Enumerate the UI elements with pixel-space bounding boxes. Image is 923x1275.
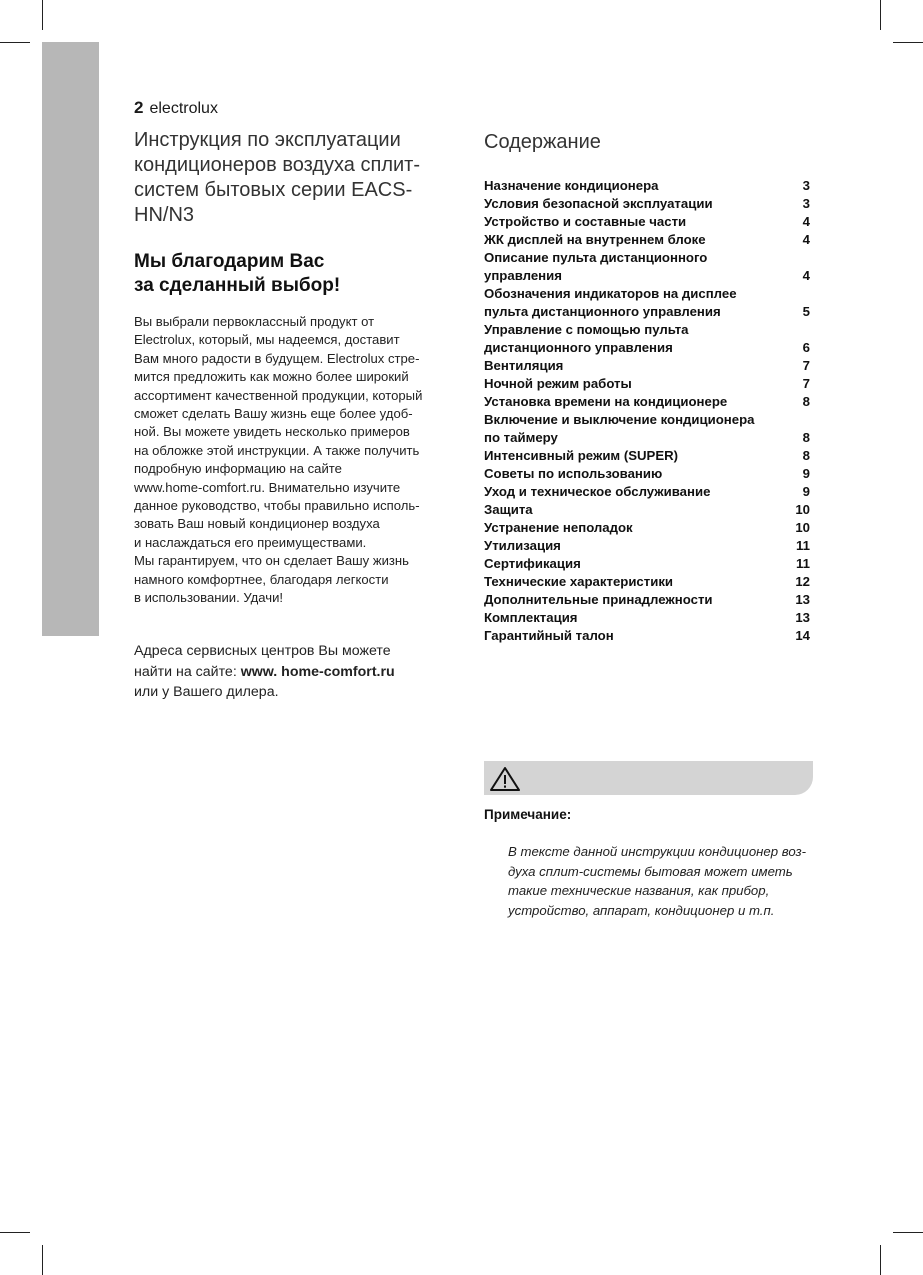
toc-item[interactable] <box>484 591 810 609</box>
toc-item[interactable] <box>484 519 810 537</box>
toc-item-title: Советы по использованию <box>484 466 663 481</box>
toc-item-page: 9 <box>802 466 810 481</box>
toc-item-title: Технические характеристики <box>484 574 674 589</box>
toc-item[interactable] <box>484 231 810 249</box>
toc-item[interactable] <box>484 213 810 231</box>
toc-item-page: 4 <box>802 214 810 229</box>
note-text <box>508 842 818 921</box>
intro-line: Вы выбрали первоклассный продукт от <box>134 314 375 329</box>
toc-item-title: Комплектация <box>484 610 578 625</box>
toc-item-page: 3 <box>802 178 810 193</box>
page-number: 2 <box>134 98 144 117</box>
toc-item-title: Уход и техническое обслуживание <box>484 484 711 499</box>
service-centers-text <box>134 641 464 703</box>
toc-item-title: Сертификация <box>484 556 581 571</box>
toc-item[interactable] <box>484 573 810 591</box>
toc-item-title: ЖК дисплей на внутреннем блоке <box>484 232 706 247</box>
intro-line: зовать Ваш новый кондиционер воздуха <box>134 516 380 532</box>
intro-line: подробную информацию на сайте <box>134 461 342 477</box>
toc-item-title: дистанционного управления <box>484 340 673 355</box>
toc-item[interactable] <box>484 249 810 267</box>
toc-item[interactable] <box>484 375 810 393</box>
toc-item-title: Защита <box>484 502 533 517</box>
toc-item-page: 14 <box>795 628 810 643</box>
toc-item[interactable] <box>484 627 810 645</box>
crop-mark-bottom-left-v <box>42 1245 43 1275</box>
toc-item-page: 10 <box>795 502 810 517</box>
toc-item[interactable] <box>484 537 810 555</box>
toc-item-page: 8 <box>802 448 810 463</box>
toc-item-title: Утилизация <box>484 538 561 553</box>
toc-item[interactable] <box>484 447 810 465</box>
toc-item-page: 8 <box>802 430 810 445</box>
toc-item-title: Вентиляция <box>484 358 564 373</box>
toc-item[interactable] <box>484 321 810 339</box>
document-title: Инструкция по эксплуатации кондиционеров воздуха сплит-систем бытовых серии EACS-HN/N3 <box>134 129 420 226</box>
toc-item[interactable] <box>484 177 810 195</box>
toc-item-page: 7 <box>802 376 810 391</box>
note-line: такие технические названия, как прибор, <box>508 883 770 899</box>
toc-item-page <box>786 321 810 339</box>
toc-item-title: Устройство и составные части <box>484 214 687 229</box>
thanks-heading-line: за сделанный выбор! <box>134 275 341 296</box>
toc-item-title: Включение и выключение кондиционера <box>484 412 755 427</box>
toc-item-page <box>786 411 810 429</box>
toc-item[interactable] <box>484 501 810 519</box>
brand-name: electrolux <box>149 100 218 117</box>
toc-item-title: Установка времени на кондиционере <box>484 394 728 409</box>
toc-item-page: 3 <box>802 196 810 211</box>
intro-line: ассортимент качественной продукции, который <box>134 387 423 403</box>
toc-item[interactable] <box>484 411 810 429</box>
toc-item-page: 11 <box>796 538 810 553</box>
intro-line: данное руководство, чтобы правильно исполь- <box>134 498 420 514</box>
note-line: устройство, аппарат, кондиционер и т.п. <box>508 903 775 919</box>
side-gray-bar <box>42 42 99 636</box>
toc-item-title: Устранение неполадок <box>484 520 633 535</box>
toc-item-page: 6 <box>802 340 810 355</box>
thanks-heading-line: Мы благодарим Вас <box>134 251 325 272</box>
toc-item-title: управления <box>484 268 562 283</box>
note-banner <box>484 761 813 795</box>
toc-item-title: Гарантийный талон <box>484 628 614 643</box>
toc-item-page: 10 <box>795 520 810 535</box>
toc-item-page: 4 <box>802 268 810 283</box>
crop-mark-top-right-h <box>893 42 923 43</box>
intro-paragraph <box>134 313 474 608</box>
toc-item[interactable] <box>484 555 810 573</box>
toc-item-title: Интенсивный режим (SUPER) <box>484 448 679 463</box>
toc-item[interactable] <box>484 303 810 321</box>
thanks-heading <box>134 250 340 298</box>
service-line <box>134 662 464 683</box>
toc-item-page: 8 <box>802 394 810 409</box>
crop-mark-top-left-h <box>0 42 30 43</box>
crop-mark-top-left-v <box>42 0 43 30</box>
intro-line: мится предложить как можно более широкий <box>134 369 409 385</box>
toc-item-page: 7 <box>802 358 810 373</box>
toc-item-page: 9 <box>802 484 810 499</box>
intro-line: www.home-comfort.ru. Внимательно изучите <box>134 479 401 495</box>
toc-item-page <box>786 285 810 303</box>
crop-mark-bottom-right-v <box>880 1245 881 1275</box>
intro-line: на обложке этой инструкции. А также получить <box>134 442 420 458</box>
note-line: духа сплит-системы бытовая может иметь <box>508 863 793 879</box>
intro-line: Мы гарантируем, что он сделает Вашу жизнь <box>134 553 409 569</box>
crop-mark-bottom-left-h <box>0 1232 30 1233</box>
toc-item[interactable] <box>484 609 810 627</box>
crop-mark-bottom-right-h <box>893 1232 923 1233</box>
toc-item-page: 4 <box>802 232 810 247</box>
toc-item[interactable] <box>484 429 810 447</box>
warning-triangle-icon <box>488 765 522 793</box>
toc-item-title: Назначение кондиционера <box>484 178 659 193</box>
toc-item-title: по таймеру <box>484 430 558 445</box>
toc-item-page: 13 <box>795 592 810 607</box>
toc-item-title: Ночной режим работы <box>484 376 632 391</box>
intro-line: в использовании. Удачи! <box>134 590 284 606</box>
toc-item-page: 12 <box>795 574 810 589</box>
toc-item-title: Условия безопасной эксплуатации <box>484 196 713 211</box>
toc-item[interactable] <box>484 339 810 357</box>
intro-line: намного комфортнее, благодаря легкости <box>134 571 389 587</box>
toc-item-title: Управление с помощью пульта <box>484 322 689 337</box>
toc-item-title: Обозначения индикаторов на дисплее <box>484 286 737 301</box>
toc-item[interactable] <box>484 483 810 501</box>
service-line: Адреса сервисных центров Вы можете <box>134 643 391 659</box>
intro-line: Electrolux, который, мы надеемся, доставит <box>134 332 400 348</box>
toc-item-page: 5 <box>802 304 810 319</box>
toc-item[interactable] <box>484 393 810 411</box>
toc-item-title: пульта дистанционного управления <box>484 304 721 319</box>
toc-item-page <box>786 249 810 267</box>
toc-item[interactable] <box>484 267 810 285</box>
toc-item[interactable] <box>484 465 810 483</box>
service-url-link[interactable]: www. home-comfort.ru <box>240 663 395 680</box>
note-line: В тексте данной инструкции кондиционер воз- <box>508 844 807 859</box>
note-label: Примечание: <box>484 807 572 822</box>
toc-title: Содержание <box>484 131 601 153</box>
intro-line: сможет сделать Вашу жизнь еще более удоб- <box>134 406 413 422</box>
toc-item-title: Дополнительные принадлежности <box>484 592 713 607</box>
toc-item-page: 13 <box>795 610 810 625</box>
toc-item[interactable] <box>484 195 810 213</box>
table-of-contents <box>484 177 810 645</box>
crop-mark-top-right-v <box>880 0 881 30</box>
intro-line: и наслаждаться его преимуществами. <box>134 534 367 550</box>
toc-item-title: Описание пульта дистанционного <box>484 250 708 265</box>
intro-line: Вам много радости в будущем. Electrolux стре- <box>134 350 420 366</box>
page-header <box>134 98 218 119</box>
intro-line: ной. Вы можете увидеть несколько примеров <box>134 424 410 440</box>
service-prefix: найти на сайте: <box>134 663 241 680</box>
toc-item[interactable] <box>484 285 810 303</box>
toc-item[interactable] <box>484 357 810 375</box>
service-line: или у Вашего дилера. <box>134 684 279 700</box>
toc-item-page: 11 <box>796 556 810 571</box>
